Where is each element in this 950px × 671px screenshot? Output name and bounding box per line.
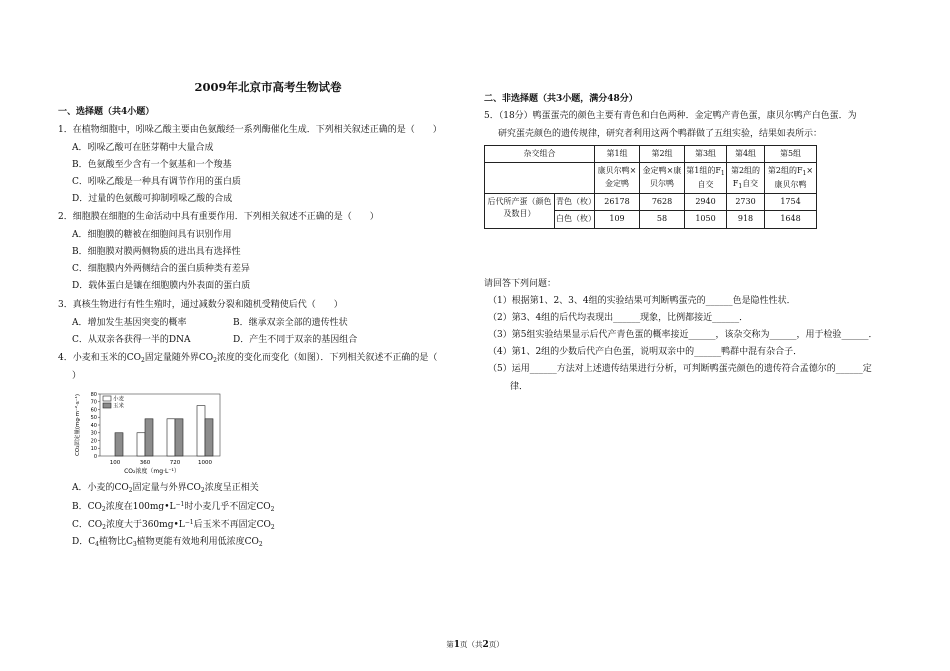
table-row-header: 后代所产蛋（颜色及数目） [485,194,555,229]
q4-option-a: A．小麦的$CO_2$固定量与外界$CO_2$浓度呈正相关 [72,483,259,494]
q5-sub5: （5）运用______方法对上述遗传结果进行分析，可判断鸭蛋壳颜色的遗传符合孟德尔的______定 [488,364,872,374]
section-heading-choice: 一、选择题（共4小题） [58,107,155,117]
table-cross-group2: 金定鸭×康贝尔鸭 [640,163,685,194]
q3-option-d: D．产生不同于双亲的基因组合 [233,335,358,345]
table-header-group5: 第5组 [765,146,817,163]
q4-stem-end: ） [72,371,82,381]
bar-corn [145,419,153,456]
q4-option-b: B．$CO_2$浓度在$100mg•L^{-1}$时小麦几乎不固定$CO_2$ [72,501,275,513]
table-cell: 2730 [727,194,765,211]
bar-corn [205,419,213,456]
table-row [485,163,817,194]
table-label-green: 青色（枚） [555,194,595,211]
q1-option-d: D．过量的色氨酸可抑制吲哚乙酸的合成 [72,194,233,204]
table-cell: 2940 [685,194,727,211]
q5-sub2: （2）第3、4组的后代均表现出______现象，比例都接近______． [488,313,749,323]
q2-option-a: A．细胞膜的糖被在细胞间具有识别作用 [72,230,232,240]
bar-corn [175,419,183,456]
section-heading-nonchoice: 二、非选择题（共3小题，满分48分） [484,94,638,104]
table-cell: 58 [640,211,685,228]
q2-option-d: D．载体蛋白是镶在细胞膜内外表面的蛋白质 [72,281,251,291]
page-title: 2009年北京市高考生物试卷 [194,80,342,94]
duck-cross-table [484,145,817,229]
y-tick-label: 40 [90,422,97,429]
q1-stem: 1．在植物细胞中，吲哚乙酸主要由色氨酸经一系列酶催化生成．下列相关叙述正确的是（ ） [58,125,442,135]
table-cross-group3: 第1组的$F_1$自交 [685,163,727,194]
bar-wheat [167,419,175,456]
x-tick-label: 720 [169,460,181,466]
table-header-group1: 第1组 [595,146,640,163]
q5-stem-line1: 5．（18分）鸭蛋蛋壳的颜色主要有青色和白色两种．金定鸭产青色蛋，康贝尔鸭产白色蛋．为 [484,111,857,121]
table-empty-cell [485,163,595,194]
q5-sub4: （4）第1、2组的少数后代产白色蛋，说明双亲中的______鸭群中混有杂合子． [488,347,803,357]
legend-swatch [103,396,111,401]
q3-option-a: A．增加发生基因突变的概率 [72,318,187,328]
q4-option-c: C．$CO_2$浓度大于$360mg•L^{-1}$后玉米不再固定$CO_2$ [72,519,275,531]
q4-stem: 4．小麦和玉米的$CO_2$固定量随外界$CO_2$浓度的变化而变化（如图）．下列相关叙述不正确的是（ [58,353,438,364]
table-header-group4: 第4组 [727,146,765,163]
q2-stem: 2．细胞膜在细胞的生命活动中具有重要作用．下列相关叙述不正确的是（ ） [58,212,379,222]
q3-option-c: C．从双亲各获得一半的DNA [72,335,191,345]
x-tick-label: 1000 [198,460,212,466]
legend-label: 小麦 [113,396,125,403]
table-cell: 918 [727,211,765,228]
q5-stem-line2: 研究蛋壳颜色的遗传规律，研究者利用这两个鸭群做了五组实验，结果如表所示： [498,129,823,139]
q5-sub3: （3）第5组实验结果显示后代产青色蛋的概率接近______，该杂交称为______，用于检验______． [488,330,878,340]
q1-option-a: A．吲哚乙酸可在胚芽鞘中大量合成 [72,143,214,153]
table-row [485,146,817,163]
y-tick-label: 80 [90,391,97,398]
x-tick-label: 360 [139,460,151,466]
q1-option-b: B．色氨酸至少含有一个氨基和一个羧基 [72,160,232,170]
q3-stem: 3．真核生物进行有性生殖时，通过减数分裂和随机受精使后代（ ） [58,300,343,310]
y-tick-label: 10 [90,446,97,453]
table-cross-group1: 康贝尔鸭×金定鸭 [595,163,640,194]
y-tick-label: 20 [90,438,97,445]
table-cell: 1754 [765,194,817,211]
bar-wheat [137,433,145,456]
q5-sub5-cont: 律． [510,382,529,392]
q1-option-c: C．吲哚乙酸是一种具有调节作用的蛋白质 [72,177,241,187]
bar-wheat [197,406,205,456]
q2-option-c: C．细胞膜内外两侧结合的蛋白质种类有差异 [72,264,250,274]
table-cross-group5: 第2组的$F_1\times$康贝尔鸭 [765,163,817,194]
q3-option-b: B．继承双亲全部的遗传性状 [233,318,348,328]
q2-option-b: B．细胞膜对膜两侧物质的进出具有选择性 [72,247,241,257]
table-cell: 1050 [685,211,727,228]
x-tick-label: 100 [109,460,121,466]
y-tick-label: 60 [90,407,97,414]
table-cell: 26178 [595,194,640,211]
table-cell: 7628 [640,194,685,211]
table-header-group3: 第3组 [685,146,727,163]
table-row [485,194,817,211]
legend-swatch [103,403,111,408]
q5-prompt: 请回答下列问题： [484,279,557,289]
x-axis-label: CO₂浓度（mg·L⁻¹） [124,468,180,475]
table-cell: 1648 [765,211,817,228]
legend-label: 玉米 [113,403,125,410]
q4-option-d: D．$C_4$植物比$C_3$植物更能有效地利用低浓度$CO_2$ [72,537,263,548]
table-label-white: 白色（枚） [555,211,595,228]
page-footer: 第1页（共2页） [446,640,504,650]
co2-fixation-chart [70,388,230,476]
y-tick-label: 0 [93,453,97,460]
y-axis-label: CO₂固定量(mg·m⁻²·s⁻¹) [75,394,81,456]
y-tick-label: 30 [90,430,97,437]
table-cell: 109 [595,211,640,228]
bar-corn [115,433,123,456]
q5-sub1: （1）根据第1、2、3、4组的实验结果可判断鸭蛋壳的______色是隐性性状． [488,296,796,306]
table-header-group2: 第2组 [640,146,685,163]
y-tick-label: 70 [90,399,97,406]
table-cross-group4: 第2组的$F_1$自交 [727,163,765,194]
table-header-cross: 杂交组合 [485,146,595,163]
y-tick-label: 50 [90,415,97,422]
